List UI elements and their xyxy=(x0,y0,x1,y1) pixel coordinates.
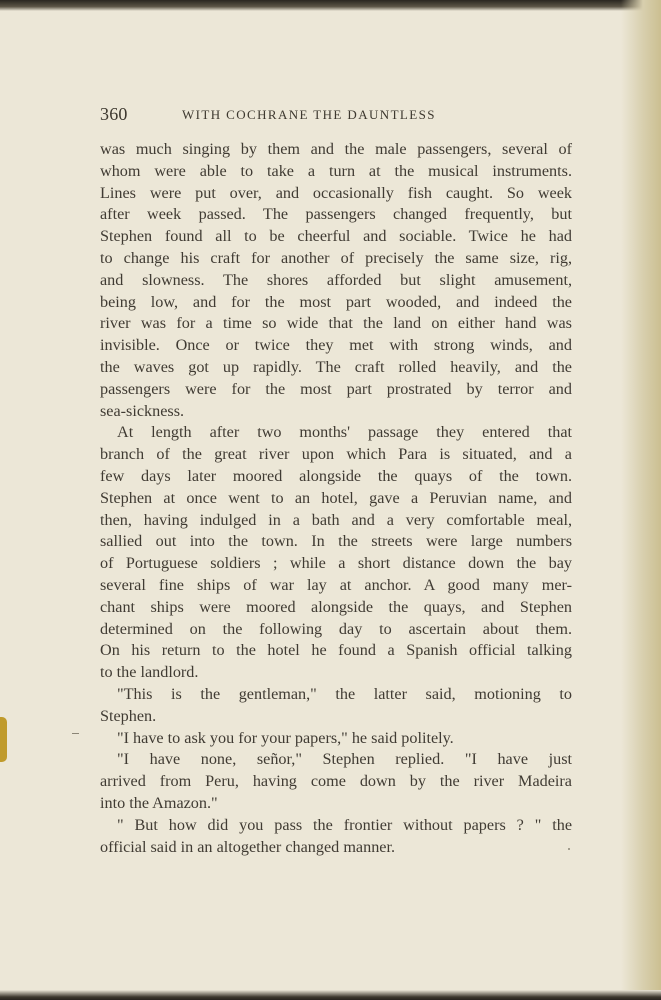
text-line: "This is the gentleman," the latter said, motioning to xyxy=(117,684,572,703)
text-line: to change his craft for another of precisely the same size, rig, xyxy=(100,248,572,267)
text-line: few days later moored alongside the quays of the town. xyxy=(100,466,572,485)
text-line: " But how did you pass the frontier without papers ? " the xyxy=(117,815,572,834)
body-text xyxy=(100,139,572,858)
running-head: WITH COCHRANE THE DAUNTLESS xyxy=(182,107,436,122)
page-edge-shading xyxy=(621,0,661,1000)
text-line: and slowness. The shores afforded but slight amusement, xyxy=(100,270,572,289)
text-line: passengers were for the most part prostrated by terror and xyxy=(100,379,572,398)
text-line: At length after two months' passage they entered that xyxy=(117,423,572,442)
text-line: the waves got up rapidly. The craft rolled heavily, and the xyxy=(100,357,572,376)
text-line: arrived from Peru, having come down by the river Madeira xyxy=(100,772,572,791)
text-line: several fine ships of war lay at anchor. A good many mer- xyxy=(100,575,572,594)
text-line: was much singing by them and the male passengers, several of xyxy=(100,140,572,158)
text-line: "I have to ask you for your papers," he said politely. xyxy=(117,728,454,747)
text-line: to the landlord. xyxy=(100,663,199,682)
text-line: invisible. Once or twice they met with strong winds, and xyxy=(100,336,572,355)
text-line: determined on the following day to ascertain about them. xyxy=(100,619,572,638)
page-number: 360 xyxy=(100,104,128,124)
text-line: official said in an altogether changed manner. xyxy=(100,837,396,856)
text-line: of Portuguese soldiers ; while a short distance down the bay xyxy=(100,554,572,573)
text-line: chant ships were moored alongside the quays, and Stephen xyxy=(100,597,572,616)
text-line: whom were able to take a turn at the musical instruments. xyxy=(100,161,572,180)
text-line: Lines were put over, and occasionally fish caught. So week xyxy=(100,183,572,202)
text-line: river was for a time so wide that the land on either hand was xyxy=(100,314,572,333)
text-line: "I have none, señor," Stephen replied. "I have just xyxy=(117,750,572,769)
page-header xyxy=(100,104,572,126)
left-margin-mark xyxy=(0,717,7,762)
text-line: being low, and for the most part wooded, and indeed the xyxy=(100,292,572,311)
text-line: sallied out into the town. In the streets were large numbers xyxy=(100,532,572,551)
margin-dash xyxy=(72,733,79,734)
text-line: Stephen found all to be cheerful and sociable. Twice he had xyxy=(100,227,572,246)
text-line: into the Amazon." xyxy=(100,793,218,812)
text-line: On his return to the hotel he found a Spanish official talking xyxy=(100,641,572,660)
text-line: after week passed. The passengers changed frequently, but xyxy=(100,205,572,224)
text-line: then, having indulged in a bath and a very comfortable meal, xyxy=(100,510,572,529)
text-line: sea-sickness. xyxy=(100,401,185,420)
text-line: branch of the great river upon which Para is situated, and a xyxy=(100,445,572,464)
text-line: Stephen at once went to an hotel, gave a Peruvian name, and xyxy=(100,488,572,507)
text-line: Stephen. xyxy=(100,706,157,725)
